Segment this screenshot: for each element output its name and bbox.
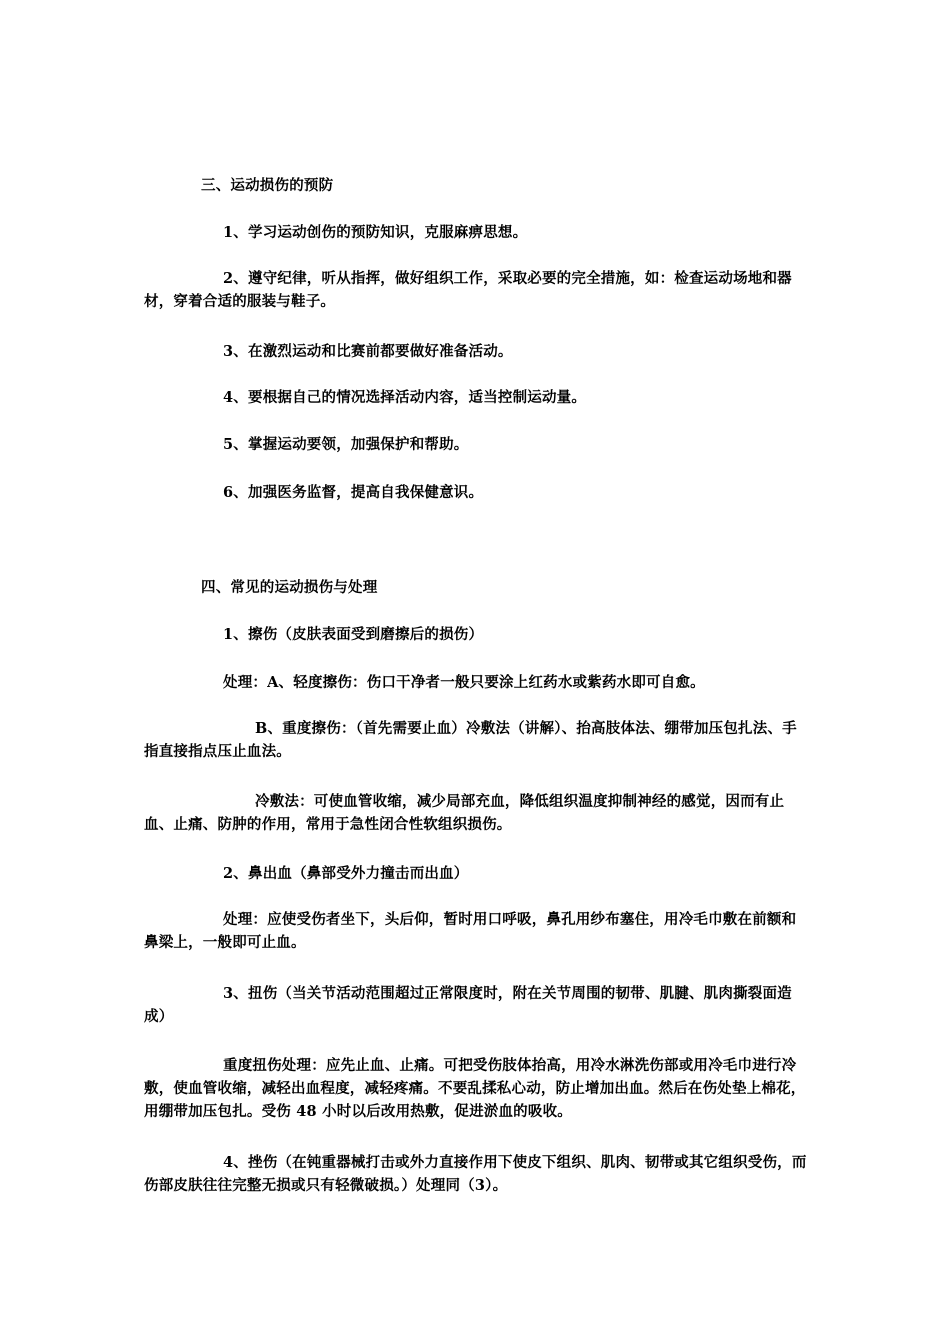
section-heading-treatment: 四、常见的运动损伤与处理 [201,579,378,596]
prevention-item-4: 4、要根据自己的情况选择活动内容，适当控制运动量。 [223,389,587,406]
treatment-sprain-method: 重度扭伤处理：应先止血、止痛。可把受伤肢体抬高，用冷水淋洗伤部或用冷毛巾进行冷敷，使血管收缩，减轻出血程度，减轻疼痛。不要乱揉私心动，防止增加出血。然后在伤处垫上棉花，用绷带加压包扎。受伤 48 小时以后改用热敷，促进淤血的吸收。 [144,1057,806,1120]
section-heading-prevention: 三、运动损伤的预防 [201,177,334,194]
treatment-sprain-title: 3、扭伤（当关节活动范围超过正常限度时，附在关节周围的韧带、肌腱、肌肉撕裂面造成） [144,985,792,1025]
treatment-nosebleed-title: 2、鼻出血（鼻部受外力撞击而出血） [223,865,469,882]
treatment-abrasion-severe: B、重度擦伤：（首先需要止血）冷敷法（讲解）、抬高肢体法、绷带加压包扎法、手指直接指点压止血法。 [144,720,797,760]
treatment-nosebleed-method: 处理：应使受伤者坐下，头后仰，暂时用口呼吸，鼻孔用纱布塞住，用冷毛巾敷在前额和鼻梁上，一般即可止血。 [144,911,797,951]
prevention-item-6: 6、加强医务监督，提高自我保健意识。 [223,484,484,501]
treatment-abrasion-title: 1、擦伤（皮肤表面受到磨擦后的损伤） [223,626,484,643]
prevention-item-5: 5、掌握运动要领，加强保护和帮助。 [223,436,469,453]
prevention-item-2: 2、遵守纪律，听从指挥，做好组织工作，采取必要的完全措施，如：检查运动场地和器材，穿着合适的服装与鞋子。 [144,270,792,310]
treatment-abrasion-light: 处理：A、轻度擦伤：伤口干净者一般只要涂上红药水或紫药水即可自愈。 [223,674,705,691]
prevention-item-1: 1、学习运动创伤的预防知识，克服麻痹思想。 [223,224,528,241]
treatment-contusion: 4、挫伤（在钝重器械打击或外力直接作用下使皮下组织、肌肉、韧带或其它组织受伤，而伤部皮肤往往完整无损或只有轻微破损。）处理同（3）。 [144,1154,807,1194]
cold-compress-note: 冷敷法：可使血管收缩，减少局部充血，降低组织温度抑制神经的感觉，因而有止血、止痛、防肿的作用，常用于急性闭合性软组织损伤。 [144,793,785,833]
prevention-item-3: 3、在激烈运动和比赛前都要做好准备活动。 [223,343,513,360]
